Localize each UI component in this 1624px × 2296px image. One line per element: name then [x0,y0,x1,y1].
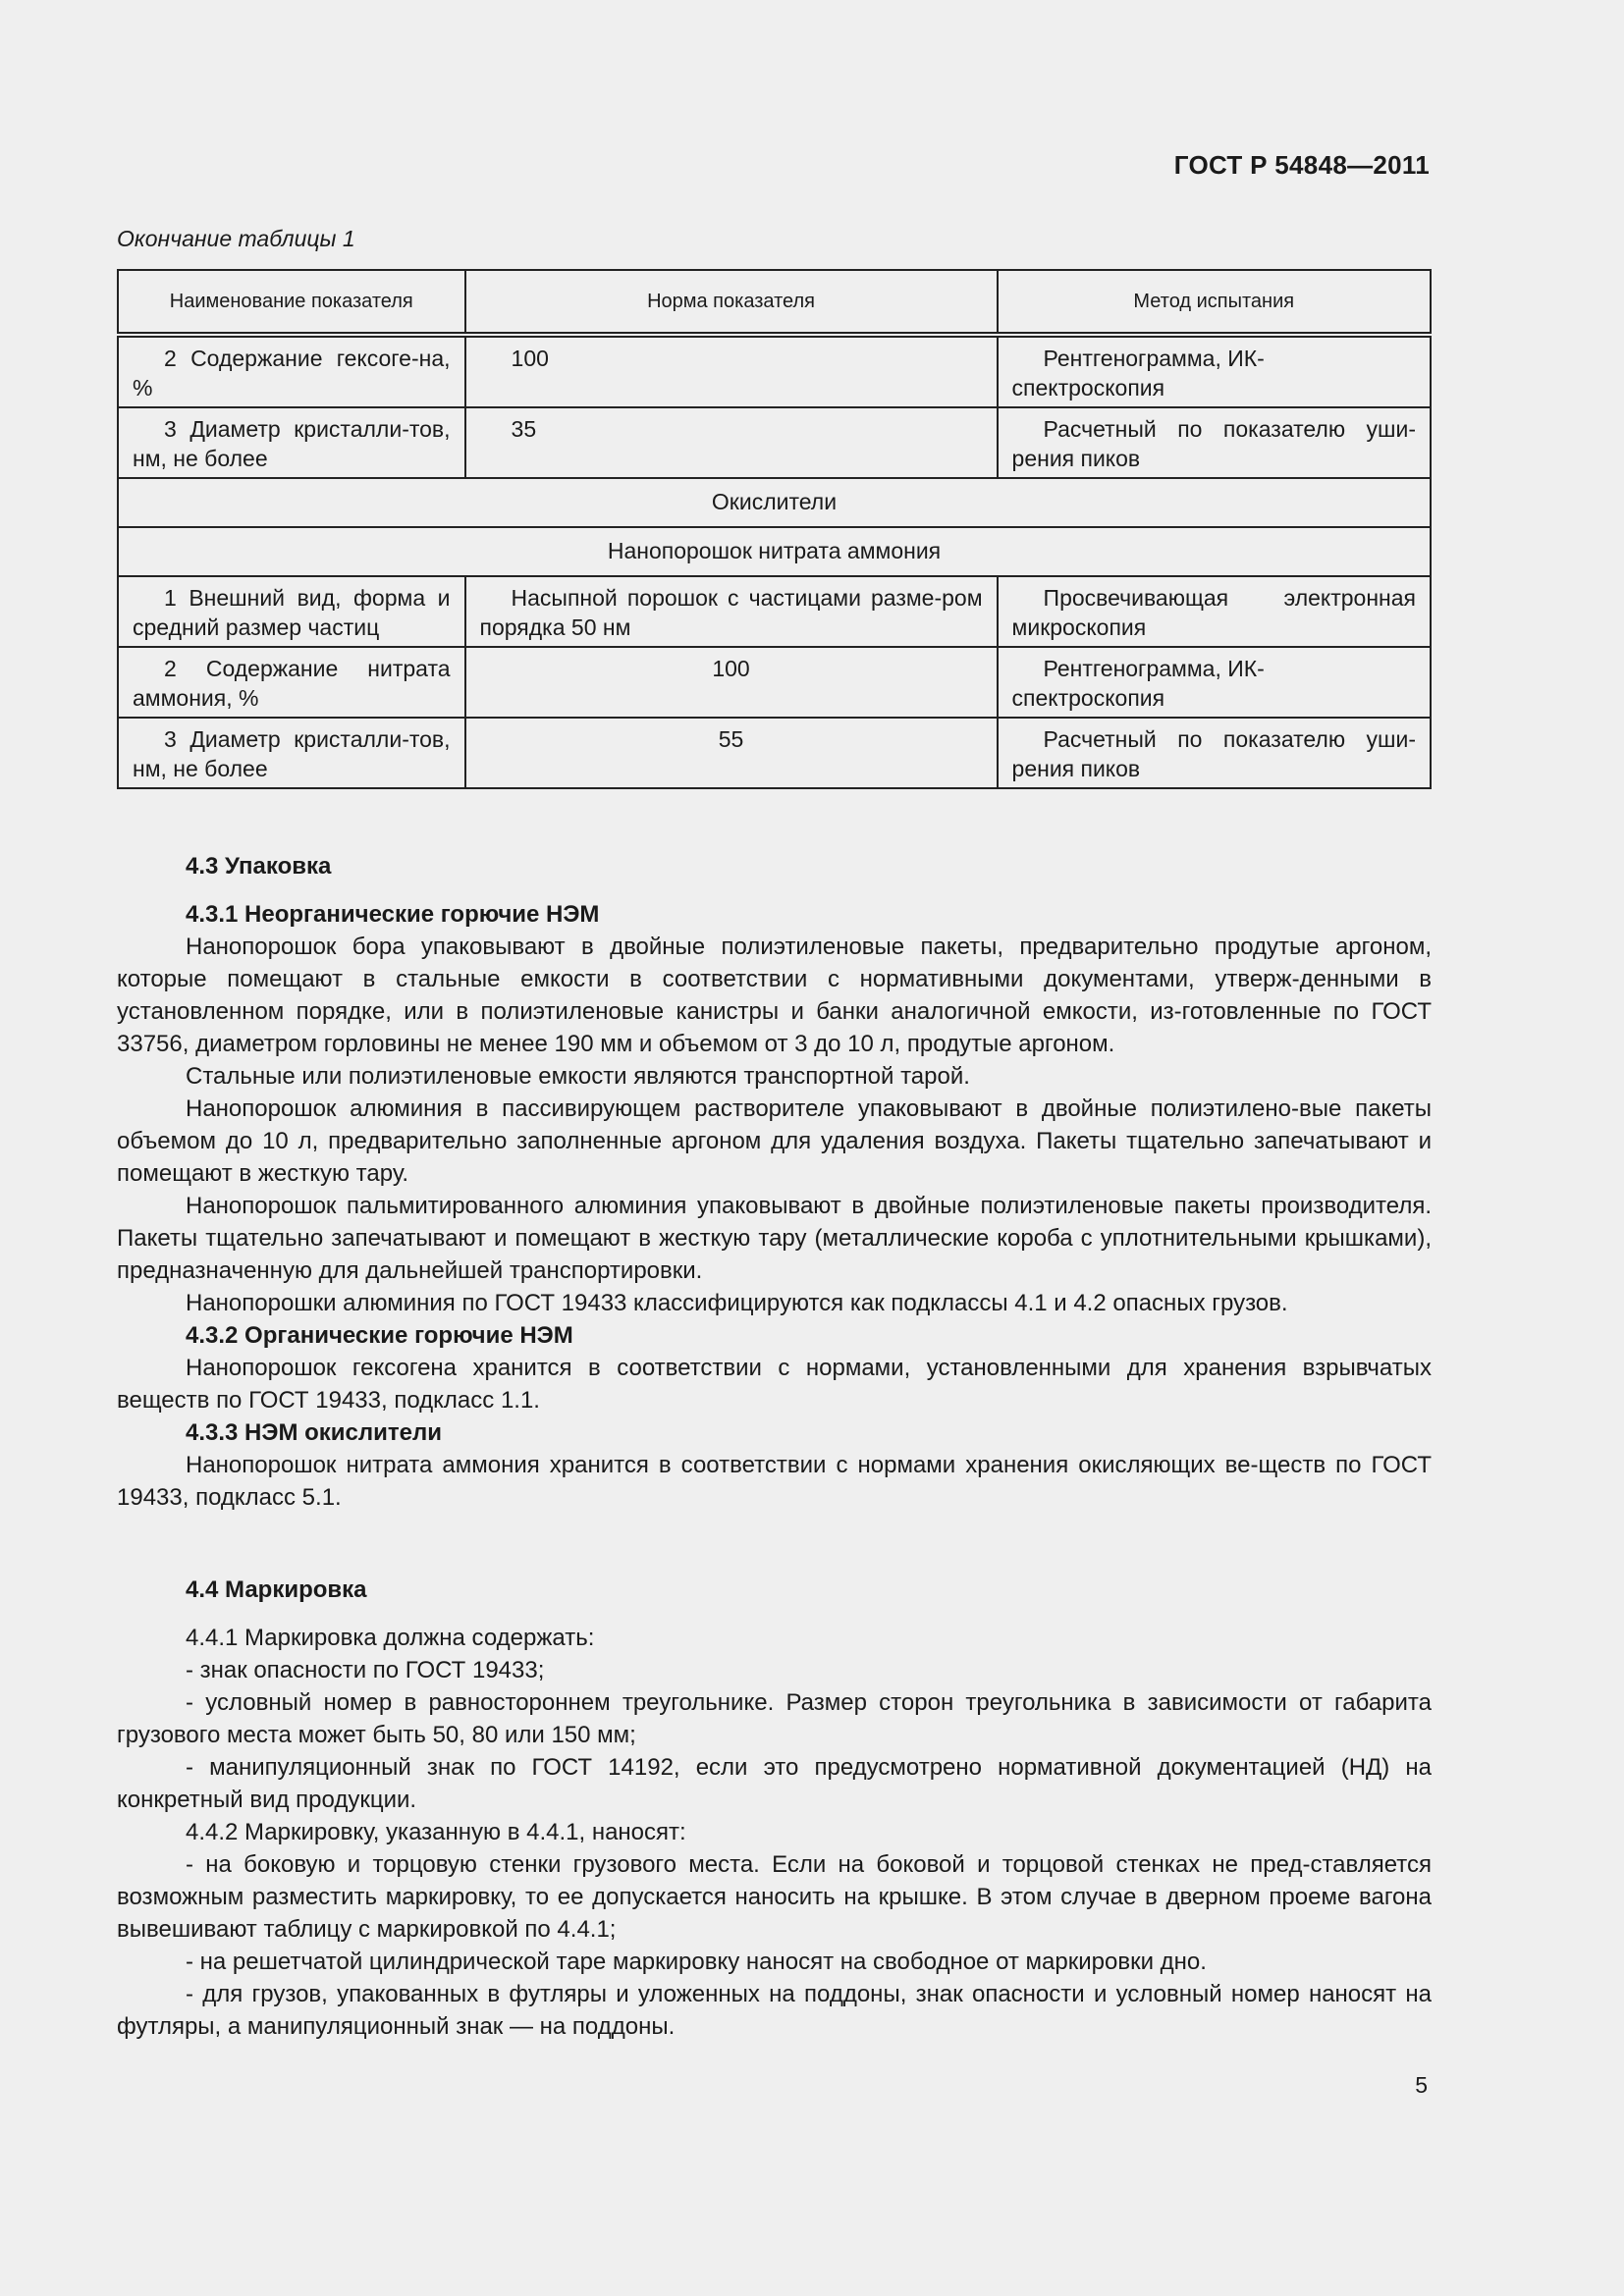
section-oxidizers: Окислители [118,478,1431,527]
cell-method: Расчетный по показателю уши-рения пиков [998,407,1431,478]
cell-method: Расчетный по показателю уши-рения пиков [998,718,1431,788]
table-section-row [118,527,1431,576]
heading-4-3-3: 4.3.3 НЭМ окислители [186,1419,442,1446]
list-item: - манипуляционный знак по ГОСТ 14192, если это предусмотрено нормативной документацией (НД) на конкретный вид продукции. [117,1754,1432,1813]
table-caption: Окончание таблицы 1 [117,226,355,251]
column-header-norm: Норма показателя [465,270,998,335]
heading-4-3-1: 4.3.1 Неорганические горючие НЭМ [186,901,600,928]
table-header-row [118,270,1431,335]
paragraph: Нанопорошок пальмитированного алюминия упаковывают в двойные полиэтиленовые пакеты производителя. Пакеты тщательно запечатывают и помещают в жесткую тару (металлические короба с уплотнительными крышками), предназначенную для дальнейшей транспортировки. [117,1193,1432,1284]
list-item: - на решетчатой цилиндрической таре маркировку наносят на свободное от маркировки дно. [186,1949,1207,1975]
section-4-3 [117,850,1432,882]
list-item: - для грузов, упакованных в футляры и уложенных на поддоны, знак опасности и условный номер наносят на футляры, а манипуляционный знак — на поддоны. [117,1981,1432,2040]
body-text-block [117,898,1432,1514]
subsection-ammonium-nitrate: Нанопорошок нитрата аммония [118,527,1431,576]
list-item: - условный номер в равностороннем треугольнике. Размер сторон треугольника в зависимости от габарита грузового места может быть 50, 80 или 150 мм; [117,1689,1432,1748]
cell-method: Рентгенограмма, ИК-спектроскопия [998,647,1431,718]
document-code: ГОСТ Р 54848—2011 [1173,150,1430,180]
cell-norm: 100 [465,647,998,718]
list-item: - на боковую и торцовую стенки грузового места. Если на боковой и торцовой стенках не пред-ставляется возможным разместить маркировку, то ее допускается наносить на крышке. В этом случае в дверном проеме вагона вывешивают таблицу с маркировкой по 4.4.1; [117,1851,1432,1943]
body-text-block [117,1622,1432,2043]
table-row [118,718,1431,788]
cell-name: 3 Диаметр кристалли-тов, нм, не более [118,718,465,788]
list-item: - знак опасности по ГОСТ 19433; [186,1657,545,1683]
table-row [118,335,1431,407]
heading-4-3-2: 4.3.2 Органические горючие НЭМ [186,1322,573,1349]
paragraph: Нанопорошок гексогена хранится в соответствии с нормами, установленными для хранения взрывчатых веществ по ГОСТ 19433, подкласс 1.1. [117,1355,1432,1414]
paragraph: Нанопорошок бора упаковывают в двойные полиэтиленовые пакеты, предварительно продутые аргоном, которые помещают в стальные емкости в соответствии с нормативными документами, утверж-денными в установленном порядке, или в полиэтиленовые канистры и банки аналогичной емкости, из-готовленные по ГОСТ 33756, диаметром горловины не менее 190 мм и объемом от 3 до 10 л, продутые аргоном. [117,934,1432,1057]
cell-name: 2 Содержание гексоге-на, % [118,335,465,407]
spec-table [117,269,1432,789]
paragraph: Нанопорошки алюминия по ГОСТ 19433 классифицируются как подклассы 4.1 и 4.2 опасных грузов. [186,1290,1288,1316]
cell-name: 2 Содержание нитрата аммония, % [118,647,465,718]
table-row [118,407,1431,478]
paragraph: Стальные или полиэтиленовые емкости являются транспортной тарой. [186,1063,970,1090]
paragraph: Нанопорошок алюминия в пассивирующем растворителе упаковывают в двойные полиэтилено-вые пакеты объемом до 10 л, предварительно заполненные аргоном для удаления воздуха. Пакеты тщательно запечатывают и помещают в жесткую тару. [117,1095,1432,1187]
cell-norm: 55 [465,718,998,788]
section-4-4 [117,1574,1432,1606]
paragraph: 4.4.1 Маркировка должна содержать: [186,1625,595,1651]
cell-norm: 35 [465,407,998,478]
column-header-method: Метод испытания [998,270,1431,335]
heading-4-3: 4.3 Упаковка [186,853,332,880]
column-header-name: Наименование показателя [118,270,465,335]
table-section-row [118,478,1431,527]
table-row [118,576,1431,647]
cell-name: 3 Диаметр кристалли-тов, нм, не более [118,407,465,478]
table-row [118,647,1431,718]
cell-method: Просвечивающая электронная микроскопия [998,576,1431,647]
heading-4-4: 4.4 Маркировка [186,1576,367,1603]
cell-name: 1 Внешний вид, форма и средний размер частиц [118,576,465,647]
paragraph: Нанопорошок нитрата аммония хранится в соответствии с нормами хранения окисляющих ве-ществ по ГОСТ 19433, подкласс 5.1. [117,1452,1432,1511]
paragraph: 4.4.2 Маркировку, указанную в 4.4.1, наносят: [186,1819,686,1845]
cell-method: Рентгенограмма, ИК-спектроскопия [998,335,1431,407]
cell-norm: Насыпной порошок с частицами разме-ром порядка 50 нм [465,576,998,647]
page-number: 5 [1415,2072,1428,2098]
cell-norm: 100 [465,335,998,407]
